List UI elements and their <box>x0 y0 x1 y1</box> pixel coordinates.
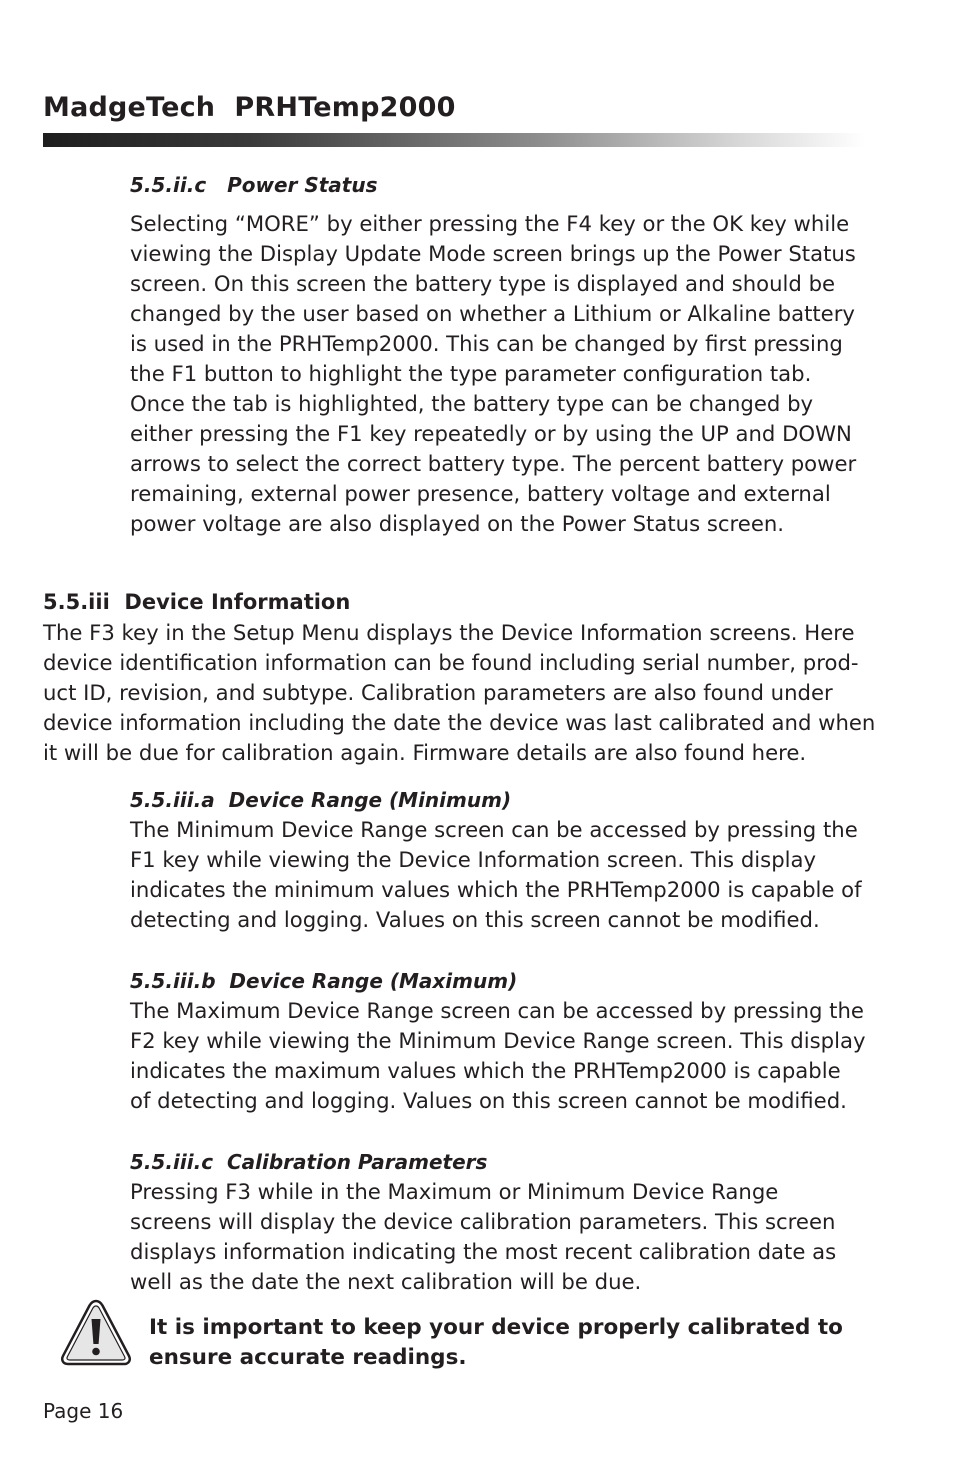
text-line: uct ID, revision, and subtype. Calibration parameters are also found under <box>43 680 833 705</box>
text-line: The Maximum Device Range screen can be accessed by pressing the <box>130 998 864 1023</box>
text-line: is used in the PRHTemp2000. This can be changed by first pressing <box>130 331 843 356</box>
page-number: Page 16 <box>43 1399 124 1423</box>
power-status-heading: 5.5.ii.c Power Status <box>130 173 378 197</box>
text-line: it will be due for calibration again. Firmware details are also found here. <box>43 740 807 765</box>
text-line: of detecting and logging. Values on this screen cannot be modified. <box>130 1088 847 1113</box>
device-information-paragraph <box>43 618 875 768</box>
range-minimum-heading: 5.5.iii.a Device Range (Minimum) <box>130 788 512 812</box>
text-line: Selecting “MORE” by either pressing the F4 key or the OK key while <box>130 211 850 236</box>
text-line: changed by the user based on whether a Lithium or Alkaline battery <box>130 301 855 326</box>
text-line: device identification information can be found including serial number, prod- <box>43 650 859 675</box>
text-line: remaining, external power presence, battery voltage and external <box>130 481 831 506</box>
calibration-paragraph <box>130 1177 836 1297</box>
power-status-paragraph <box>130 209 856 539</box>
device-information-heading: 5.5.iii Device Information <box>43 590 351 614</box>
warning-triangle-icon <box>60 1298 132 1366</box>
text-line: F2 key while viewing the Minimum Device Range screen. This display <box>130 1028 866 1053</box>
range-maximum-paragraph <box>130 996 866 1116</box>
range-maximum-heading: 5.5.iii.b Device Range (Maximum) <box>130 969 518 993</box>
text-line: arrows to select the correct battery type. The percent battery power <box>130 451 857 476</box>
text-line: screen. On this screen the battery type is displayed and should be <box>130 271 836 296</box>
calibration-heading: 5.5.iii.c Calibration Parameters <box>130 1150 488 1174</box>
text-line: displays information indicating the most recent calibration date as <box>130 1239 837 1264</box>
warning-line: ensure accurate readings. <box>149 1345 467 1370</box>
text-line: detecting and logging. Values on this screen cannot be modified. <box>130 907 820 932</box>
text-line: The F3 key in the Setup Menu displays the Device Information screens. Here <box>43 620 855 645</box>
text-line: either pressing the F1 key repeatedly or by using the UP and DOWN <box>130 421 852 446</box>
text-line: well as the date the next calibration will be due. <box>130 1269 642 1294</box>
text-line: Pressing F3 while in the Maximum or Minimum Device Range <box>130 1179 779 1204</box>
text-line: device information including the date the device was last calibrated and when <box>43 710 876 735</box>
header-gradient-bar <box>43 133 865 147</box>
text-line: the F1 button to highlight the type parameter configuration tab. <box>130 361 812 386</box>
text-line: The Minimum Device Range screen can be accessed by pressing the <box>130 817 858 842</box>
warning-line: It is important to keep your device properly calibrated to <box>149 1315 843 1340</box>
calibration-warning <box>149 1313 843 1373</box>
text-line: power voltage are also displayed on the Power Status screen. <box>130 511 785 536</box>
text-line: Once the tab is highlighted, the battery type can be changed by <box>130 391 814 416</box>
text-line: indicates the minimum values which the PRHTemp2000 is capable of <box>130 877 862 902</box>
text-line: viewing the Display Update Mode screen brings up the Power Status <box>130 241 856 266</box>
text-line: F1 key while viewing the Device Information screen. This display <box>130 847 817 872</box>
text-line: indicates the maximum values which the PRHTemp2000 is capable <box>130 1058 841 1083</box>
text-line: screens will display the device calibration parameters. This screen <box>130 1209 836 1234</box>
range-minimum-paragraph <box>130 815 862 935</box>
document-title: MadgeTech PRHTemp2000 <box>43 92 456 123</box>
